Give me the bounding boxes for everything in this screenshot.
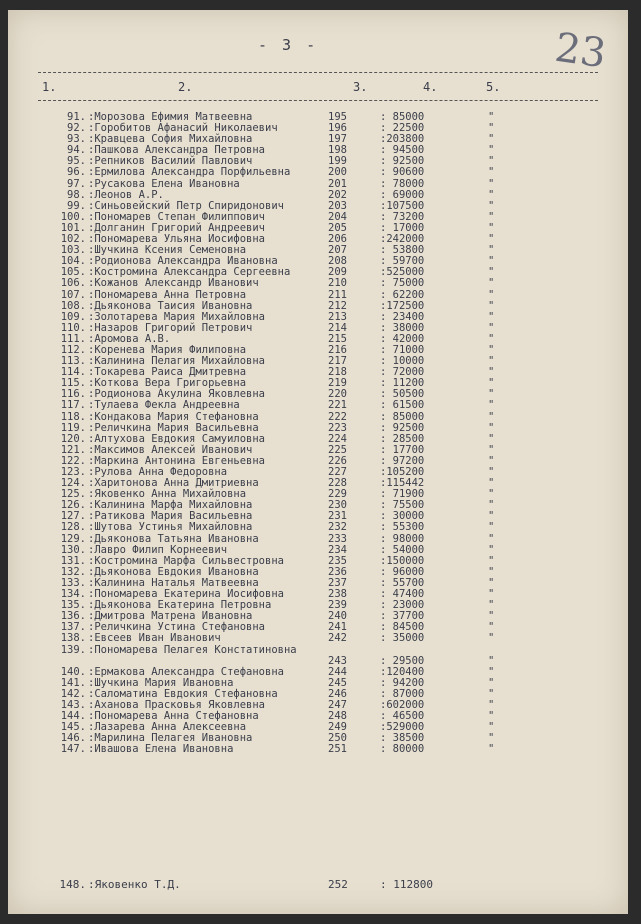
row-amount: : 94200 xyxy=(380,676,425,689)
row-amount: : 98000 xyxy=(380,532,425,545)
row-name: :Долганин Григорий Андреевич xyxy=(88,221,266,234)
row-ditto-mark: " xyxy=(488,554,495,567)
row-amount: : 28500 xyxy=(380,432,425,445)
row-code: 212 xyxy=(328,299,347,312)
row-code: 222 xyxy=(328,410,347,423)
row-number: 129. xyxy=(60,532,86,545)
row-name: :Калинина Пелагия Михайловна xyxy=(88,355,266,368)
row-code: 201 xyxy=(328,177,347,190)
row-number: 140. xyxy=(60,665,86,678)
row-number: 114. xyxy=(60,366,86,379)
row-code: 239 xyxy=(328,599,347,612)
row-name: :Кондакова Мария Стефановна xyxy=(88,410,259,423)
row-name: :Кравцева София Михайловна xyxy=(88,133,253,146)
row-code: 200 xyxy=(328,166,347,179)
row-amount: : 97200 xyxy=(380,454,425,467)
row-number: 134. xyxy=(60,588,86,601)
row-ditto-mark: " xyxy=(488,233,495,246)
row-name: :Горобитов Афанасий Николаевич xyxy=(88,122,278,135)
row-ditto-mark: " xyxy=(488,199,495,212)
row-number: 145. xyxy=(60,721,86,734)
row-name: :Саломатина Евдокия Стефановна xyxy=(88,687,278,700)
corner-handwritten-mark: 23 xyxy=(552,24,609,78)
row-code: 196 xyxy=(328,122,347,135)
row-ditto-mark: " xyxy=(488,355,495,368)
row-code: 244 xyxy=(328,665,347,678)
row-amount: :525000 xyxy=(380,266,425,279)
row-number: 130. xyxy=(60,543,86,556)
column-header-2: 2. xyxy=(178,80,193,94)
row-ditto-mark: " xyxy=(488,332,495,345)
row-code: 246 xyxy=(328,687,347,700)
row-amount: : 85000 xyxy=(380,111,425,123)
row-ditto-mark: " xyxy=(488,588,495,601)
row-amount: : 87000 xyxy=(380,687,425,700)
row-amount: : 96000 xyxy=(380,565,425,578)
row-number: 139. xyxy=(60,643,86,656)
row-number: 92. xyxy=(67,122,86,135)
row-number: 138. xyxy=(60,632,86,645)
row-number: 143. xyxy=(60,698,86,711)
row-amount: :242000 xyxy=(380,233,425,246)
row-number: 100. xyxy=(60,210,86,223)
column-header-1: 1. xyxy=(42,80,57,94)
column-header-3: 3. xyxy=(353,80,368,94)
row-name: :Лазарева Анна Алексеевна xyxy=(88,721,247,734)
row-ditto-mark: " xyxy=(488,244,495,257)
row-amount: : 73200 xyxy=(380,210,425,223)
row-amount: : 29500 xyxy=(380,654,425,667)
row-ditto-mark: " xyxy=(488,454,495,467)
row-number: 117. xyxy=(60,399,86,412)
row-code: 230 xyxy=(328,499,347,512)
row-amount: : 59700 xyxy=(380,255,425,268)
row-name: :Аханова Прасковья Яковлевна xyxy=(88,698,266,711)
row-ditto-mark: " xyxy=(488,421,495,434)
row-number: 113. xyxy=(60,355,86,368)
row-amount: :115442 xyxy=(380,477,425,490)
row-code: 219 xyxy=(328,377,347,390)
row-amount: : 38000 xyxy=(380,321,425,334)
row-amount: : 61500 xyxy=(380,399,425,412)
row-number: 121. xyxy=(60,443,86,456)
row-name: :Шутова Устинья Михайловна xyxy=(88,521,253,534)
row-code: 195 xyxy=(328,111,347,123)
row-number: 94. xyxy=(67,144,86,157)
row-code: 250 xyxy=(328,732,347,745)
row-amount: : 80000 xyxy=(380,743,425,756)
row-ditto-mark: " xyxy=(488,111,495,123)
row-ditto-mark: " xyxy=(488,665,495,678)
row-number: 123. xyxy=(60,466,86,478)
row-number: 127. xyxy=(60,510,86,523)
row-name: :Калинина Марфа Михайловна xyxy=(88,499,253,512)
row-ditto-mark: " xyxy=(488,565,495,578)
row-name: :Калинина Наталья Матвеевна xyxy=(88,576,259,589)
row-number: 106. xyxy=(60,277,86,290)
row-name: :Родионова Акулина Яковлевна xyxy=(88,388,266,401)
row-number: 120. xyxy=(60,432,86,445)
row-name: :Леонов А.Р. xyxy=(88,188,164,201)
row-amount: : 17700 xyxy=(380,443,425,456)
row-code: 232 xyxy=(328,521,347,534)
row-code: 221 xyxy=(328,399,347,412)
row-code: 224 xyxy=(328,432,347,445)
row-name: :Репников Василий Павлович xyxy=(88,155,253,168)
row-number: 135. xyxy=(60,599,86,612)
row-number: 104. xyxy=(60,255,86,268)
row-name: :Пономарева Ульяна Иосифовна xyxy=(88,233,266,246)
row-ditto-mark: " xyxy=(488,144,495,157)
row-code: 213 xyxy=(328,310,347,323)
row-name: :Костромина Марфа Сильвестровна xyxy=(88,554,284,567)
row-amount: : 23000 xyxy=(380,599,425,612)
row-name: :Дьяконова Евдокия Ивановна xyxy=(88,565,259,578)
row-code: 218 xyxy=(328,366,347,379)
row-code: 249 xyxy=(328,721,347,734)
row-number: 91. xyxy=(67,111,86,123)
row-code: 227 xyxy=(328,466,347,478)
row-ditto-mark: " xyxy=(488,710,495,723)
row-name: :Алтухова Евдокия Самуиловна xyxy=(88,432,266,445)
row-name: :Дьяконова Екатерина Петровна xyxy=(88,599,272,612)
row-ditto-mark: " xyxy=(488,521,495,534)
row-name: :Лавро Филип Корнеевич xyxy=(88,543,228,556)
row-ditto-mark: " xyxy=(488,410,495,423)
row-code: 245 xyxy=(328,676,347,689)
row-number: 148. xyxy=(59,878,86,891)
row-amount: : 90600 xyxy=(380,166,425,179)
row-amount: :602000 xyxy=(380,698,425,711)
row-code: 206 xyxy=(328,233,347,246)
row-code: 226 xyxy=(328,454,347,467)
row-ditto-mark: " xyxy=(488,743,495,756)
row-ditto-mark: " xyxy=(488,621,495,634)
row-name: :Максимов Алексей Иванович xyxy=(88,443,253,456)
row-code: 209 xyxy=(328,266,347,279)
row-ditto-mark: " xyxy=(488,255,495,268)
row-number: 125. xyxy=(60,488,86,501)
row-ditto-mark: " xyxy=(488,721,495,734)
row-code: 252 xyxy=(328,878,348,891)
row-code: 203 xyxy=(328,199,347,212)
row-amount: : 69000 xyxy=(380,188,425,201)
row-code: 204 xyxy=(328,210,347,223)
row-code: 198 xyxy=(328,144,347,157)
row-number: 136. xyxy=(60,610,86,623)
row-code: 229 xyxy=(328,488,347,501)
row-code: 223 xyxy=(328,421,347,434)
row-name: :Родионова Александра Ивановна xyxy=(88,255,278,268)
row-code: 243 xyxy=(328,654,347,667)
row-code: 237 xyxy=(328,576,347,589)
row-name: :Золотарева Мария Михайловна xyxy=(88,310,266,323)
row-ditto-mark: " xyxy=(488,277,495,290)
row-number: 144. xyxy=(60,710,86,723)
row-amount: : 84500 xyxy=(380,621,425,634)
row-amount: : 92500 xyxy=(380,155,425,168)
row-amount: : 55700 xyxy=(380,576,425,589)
row-code: 211 xyxy=(328,288,347,301)
row-name: :Харитонова Анна Дмитриевна xyxy=(88,477,259,490)
row-name: :Пономарева Анна Петровна xyxy=(88,288,247,301)
row-code: 197 xyxy=(328,133,347,146)
row-number: 142. xyxy=(60,687,86,700)
row-number: 132. xyxy=(60,565,86,578)
row-ditto-mark: " xyxy=(488,676,495,689)
row-ditto-mark: " xyxy=(488,488,495,501)
row-ditto-mark: " xyxy=(488,366,495,379)
row-name: :Костромина Александра Сергеевна xyxy=(88,266,291,279)
row-ditto-mark: " xyxy=(488,310,495,323)
row-code: 216 xyxy=(328,343,347,356)
row-code: 228 xyxy=(328,477,347,490)
row-ditto-mark: " xyxy=(488,610,495,623)
row-amount: :120400 xyxy=(380,665,425,678)
row-ditto-mark: " xyxy=(488,321,495,334)
row-code: 236 xyxy=(328,565,347,578)
row-number: 95. xyxy=(67,155,86,168)
row-number: 98. xyxy=(67,188,86,201)
row-amount: : 23400 xyxy=(380,310,425,323)
row-name: :Коткова Вера Григорьевна xyxy=(88,377,247,390)
row-number: 141. xyxy=(60,676,86,689)
row-name: :Пономарева Пелагея Констатиновна xyxy=(88,643,297,656)
row-amount: : 55300 xyxy=(380,521,425,534)
row-name: :Аромова А.В. xyxy=(88,332,171,345)
row-amount: : 37700 xyxy=(380,610,425,623)
row-ditto-mark: " xyxy=(488,510,495,523)
row-amount: : 85000 xyxy=(380,410,425,423)
row-ditto-mark: " xyxy=(488,543,495,556)
row-amount: : 78000 xyxy=(380,177,425,190)
row-number: 116. xyxy=(60,388,86,401)
row-number: 108. xyxy=(60,299,86,312)
row-code: 220 xyxy=(328,388,347,401)
row-amount: : 112800 xyxy=(380,878,433,891)
row-ditto-mark: " xyxy=(488,499,495,512)
row-amount: : 17000 xyxy=(380,221,425,234)
row-code: 208 xyxy=(328,255,347,268)
row-number: 122. xyxy=(60,454,86,467)
row-name: :Дьяконова Таисия Ивановна xyxy=(88,299,253,312)
row-name: :Ермакова Александра Стефановна xyxy=(88,665,284,678)
row-name: :Пашкова Александра Петровна xyxy=(88,144,266,157)
row-amount: : 30000 xyxy=(380,510,425,523)
row-number: 102. xyxy=(60,233,86,246)
row-amount: : 50500 xyxy=(380,388,425,401)
row-ditto-mark: " xyxy=(488,632,495,645)
page-number: - 3 - xyxy=(258,36,319,54)
row-number: 146. xyxy=(60,732,86,745)
row-number: 112. xyxy=(60,343,86,356)
row-code: 247 xyxy=(328,698,347,711)
row-amount: : 10000 xyxy=(380,355,425,368)
row-amount: : 75500 xyxy=(380,499,425,512)
row-number: 133. xyxy=(60,576,86,589)
row-ditto-mark: " xyxy=(488,133,495,146)
row-amount: : 75000 xyxy=(380,277,425,290)
row-code: 235 xyxy=(328,554,347,567)
row-amount: : 71900 xyxy=(380,488,425,501)
row-name: :Реличкина Мария Васильевна xyxy=(88,421,259,434)
row-name: :Пономарева Екатерина Иосифовна xyxy=(88,588,284,601)
row-name: :Русакова Елена Ивановна xyxy=(88,177,240,190)
row-name: :Назаров Григорий Петрович xyxy=(88,321,253,334)
row-code: 251 xyxy=(328,743,347,756)
row-amount: : 92500 xyxy=(380,421,425,434)
column-header-4: 4. xyxy=(423,80,438,94)
row-amount: : 62200 xyxy=(380,288,425,301)
row-ditto-mark: " xyxy=(488,576,495,589)
row-number: 119. xyxy=(60,421,86,434)
row-name: :Ивашова Елена Ивановна xyxy=(88,743,234,756)
row-code: 241 xyxy=(328,621,347,634)
row-code: 238 xyxy=(328,588,347,601)
row-number: 131. xyxy=(60,554,86,567)
row-number: 93. xyxy=(67,133,86,146)
row-code: 225 xyxy=(328,443,347,456)
row-ditto-mark: " xyxy=(488,432,495,445)
row-code: 215 xyxy=(328,332,347,345)
row-number: 115. xyxy=(60,377,86,390)
row-code: 210 xyxy=(328,277,347,290)
header-bottom-rule xyxy=(38,100,598,101)
row-ditto-mark: " xyxy=(488,299,495,312)
row-name: :Яковенко Анна Михайловна xyxy=(88,488,247,501)
row-ditto-mark: " xyxy=(488,687,495,700)
row-ditto-mark: " xyxy=(488,654,495,667)
row-code: 207 xyxy=(328,244,347,257)
row-number: 101. xyxy=(60,221,86,234)
row-name: :Маркина Антонина Евгеньевна xyxy=(88,454,266,467)
row-amount: : 46500 xyxy=(380,710,425,723)
row-ditto-mark: " xyxy=(488,288,495,301)
row-ditto-mark: " xyxy=(488,122,495,135)
row-name: :Ратикова Мария Васильевна xyxy=(88,510,253,523)
row-name: :Шучкина Мария Ивановна xyxy=(88,676,234,689)
header-top-rule xyxy=(38,72,598,73)
row-ditto-mark: " xyxy=(488,599,495,612)
row-code: 240 xyxy=(328,610,347,623)
row-name: :Кожанов Александр Иванович xyxy=(88,277,259,290)
row-number: 137. xyxy=(60,621,86,634)
row-ditto-mark: " xyxy=(488,343,495,356)
row-amount: : 35000 xyxy=(380,632,425,645)
row-number: 147. xyxy=(60,743,86,756)
row-ditto-mark: " xyxy=(488,443,495,456)
row-name: :Синьовейский Петр Спиридонович xyxy=(88,199,284,212)
row-ditto-mark: " xyxy=(488,188,495,201)
row-name: :Рулова Анна Федоровна xyxy=(88,466,228,478)
row-number: 118. xyxy=(60,410,86,423)
document-page xyxy=(8,10,628,914)
row-ditto-mark: " xyxy=(488,377,495,390)
row-ditto-mark: " xyxy=(488,266,495,279)
row-name: :Пономарева Анна Стефановна xyxy=(88,710,259,723)
row-ditto-mark: " xyxy=(488,732,495,745)
row-amount: : 11200 xyxy=(380,377,425,390)
row-amount: : 38500 xyxy=(380,732,425,745)
row-ditto-mark: " xyxy=(488,388,495,401)
row-ditto-mark: " xyxy=(488,466,495,478)
row-code: 214 xyxy=(328,321,347,334)
row-amount: : 94500 xyxy=(380,144,425,157)
row-name: :Дьяконова Татьяна Ивановна xyxy=(88,532,259,545)
row-name: :Яковенко Т.Д. xyxy=(88,878,181,891)
row-code: 205 xyxy=(328,221,347,234)
row-amount: : 54000 xyxy=(380,543,425,556)
row-ditto-mark: " xyxy=(488,698,495,711)
row-number: 128. xyxy=(60,521,86,534)
row-code: 242 xyxy=(328,632,347,645)
row-amount: :529000 xyxy=(380,721,425,734)
row-amount: : 42000 xyxy=(380,332,425,345)
row-name: :Тулаева Фекла Андреевна xyxy=(88,399,240,412)
row-number: 105. xyxy=(60,266,86,279)
row-name: :Марилина Пелагея Ивановна xyxy=(88,732,253,745)
row-amount: :107500 xyxy=(380,199,425,212)
row-name: :Морозова Ефимия Матвеевна xyxy=(88,111,253,123)
row-amount: :172500 xyxy=(380,299,425,312)
row-code: 217 xyxy=(328,355,347,368)
row-code: 233 xyxy=(328,532,347,545)
row-code: 231 xyxy=(328,510,347,523)
column-header-5: 5. xyxy=(486,80,501,94)
row-name: :Дмитрова Матрена Ивановна xyxy=(88,610,253,623)
row-number: 124. xyxy=(60,477,86,490)
row-name: :Шучкина Ксения Семеновна xyxy=(88,244,247,257)
row-ditto-mark: " xyxy=(488,477,495,490)
row-amount: : 22500 xyxy=(380,122,425,135)
row-amount: :150000 xyxy=(380,554,425,567)
row-code: 199 xyxy=(328,155,347,168)
row-name: :Коренева Мария Филиповна xyxy=(88,343,247,356)
row-number: 97. xyxy=(67,177,86,190)
row-amount: : 71000 xyxy=(380,343,425,356)
row-number: 109. xyxy=(60,310,86,323)
row-amount: :203800 xyxy=(380,133,425,146)
row-number: 126. xyxy=(60,499,86,512)
row-name: :Ермилова Александра Порфильевна xyxy=(88,166,291,179)
row-amount: : 72000 xyxy=(380,366,425,379)
row-code: 248 xyxy=(328,710,347,723)
row-code: 202 xyxy=(328,188,347,201)
row-name: :Евсеев Иван Иванович xyxy=(88,632,221,645)
row-name: :Токарева Раиса Дмитревна xyxy=(88,366,247,379)
row-ditto-mark: " xyxy=(488,221,495,234)
row-ditto-mark: " xyxy=(488,155,495,168)
row-ditto-mark: " xyxy=(488,399,495,412)
row-name: :Пономарев Степан Филиппович xyxy=(88,210,266,223)
row-ditto-mark: " xyxy=(488,532,495,545)
row-amount: : 53800 xyxy=(380,244,425,257)
row-name: :Реличкина Устина Стефановна xyxy=(88,621,266,634)
row-amount: : 47400 xyxy=(380,588,425,601)
row-number: 107. xyxy=(60,288,86,301)
row-number: 96. xyxy=(67,166,86,179)
row-number: 111. xyxy=(60,332,86,345)
row-number: 110. xyxy=(60,321,86,334)
row-ditto-mark: " xyxy=(488,210,495,223)
row-number: 99. xyxy=(67,199,86,212)
row-code: 234 xyxy=(328,543,347,556)
row-ditto-mark: " xyxy=(488,166,495,179)
row-ditto-mark: " xyxy=(488,177,495,190)
row-amount: :105200 xyxy=(380,466,425,478)
row-number: 103. xyxy=(60,244,86,257)
